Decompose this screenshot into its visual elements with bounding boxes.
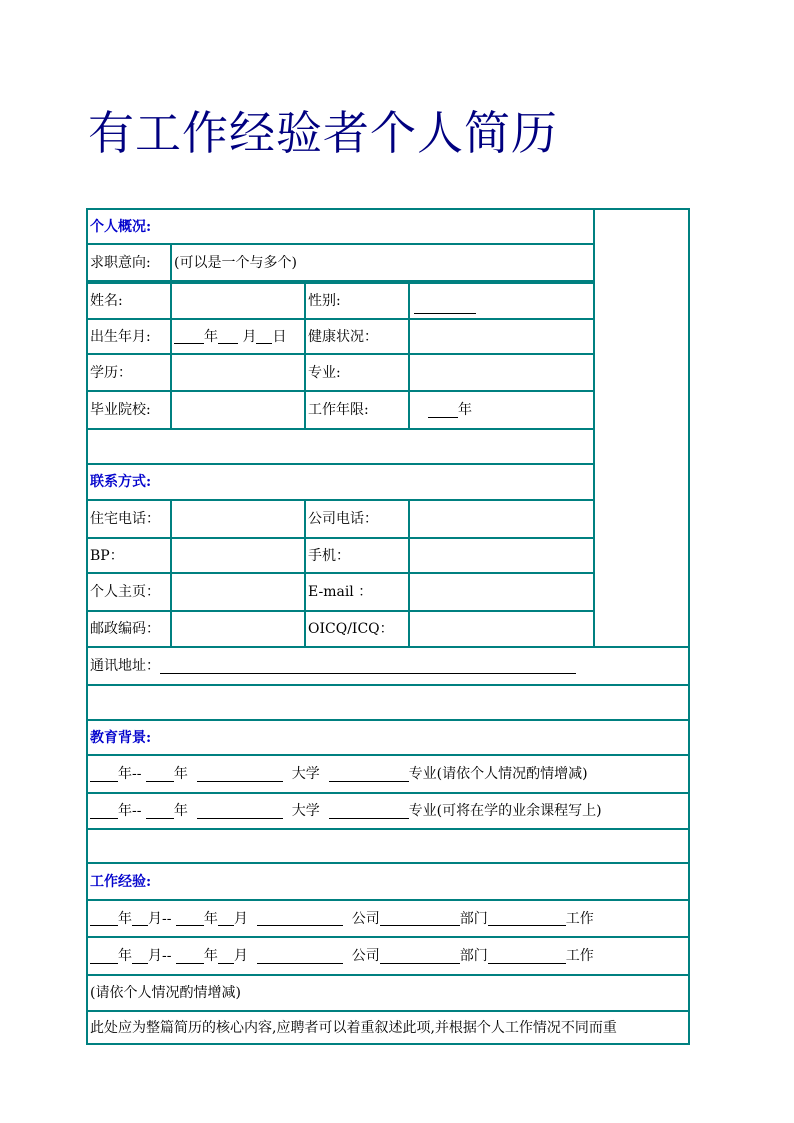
work-core-text: 此处应为整篇简历的核心内容,应聘者可以着重叙述此项,并根据个人工作情况不同而重 [90,1019,617,1036]
years-unit: 年 [458,402,472,418]
home-phone-label-cell [86,499,172,539]
work-start-month-blank [132,949,148,964]
work-dept-blank [380,911,460,926]
major-label: 专业: [308,364,341,381]
edu-major: 专业 [408,766,437,782]
health-field[interactable] [408,318,595,355]
zip-label-cell [86,610,172,648]
edu-year-unit: 年 [173,766,188,782]
blank-row [86,828,690,864]
gender-label: 性别: [308,293,341,309]
school-field[interactable] [170,390,306,430]
birth-month-unit: 月 [242,328,257,345]
work-row[interactable] [86,936,690,976]
work-year-unit: 年 [118,948,132,964]
job-intent-hint: (可以是一个与多个) [174,254,297,271]
work-job: 工作 [565,910,594,927]
blank-row [86,428,595,465]
email-label-cell [304,572,410,612]
school-label-cell [86,390,172,430]
education-row[interactable] [86,754,690,794]
zip-field[interactable] [170,610,306,648]
homepage-field[interactable] [170,572,306,612]
section-contact-label: 联系方式: [90,474,152,490]
education-row[interactable] [86,792,690,830]
edu-note: (可将在学的业余课程写上) [436,803,602,819]
email-label: E-mail ： [308,584,373,600]
gender-label-cell [304,282,410,320]
office-phone-label-cell [304,499,410,539]
years-field[interactable] [408,390,595,430]
address-row[interactable] [86,646,690,686]
edu-major-blank [329,767,409,782]
major-field[interactable] [408,353,595,392]
work-job-blank [488,911,566,926]
oicq-label-cell [304,610,410,648]
work-end-year-blank [176,949,204,964]
edu-major-blank [329,804,409,819]
section-header-personal [86,208,595,245]
birth-field[interactable] [170,318,306,355]
name-label-cell [86,282,172,320]
health-label: 健康状况： [308,328,378,345]
section-header-work [86,862,690,901]
work-job-blank [488,949,566,964]
bp-label-cell [86,537,172,574]
work-month-unit: 月 [233,948,248,964]
section-header-education [86,719,690,756]
degree-label-cell [86,353,172,392]
job-intent-label-cell [86,243,172,282]
edu-university: 大学 [291,803,320,819]
years-label: 工作年限: [308,402,369,418]
edu-year-unit: 年 [118,766,132,782]
work-company: 公司 [351,948,380,964]
zip-label: 邮政编码： [90,621,160,637]
birth-day-blank [256,329,272,344]
degree-field[interactable] [170,353,306,392]
edu-note: (请依个人情况酌情增减) [436,766,588,782]
school-label: 毕业院校: [90,402,151,418]
name-label: 姓名: [90,293,123,309]
work-start-year-blank [90,949,118,964]
email-field[interactable] [408,572,595,612]
edu-start-year-blank [90,804,118,819]
work-note: (请依个人情况酌情增减) [90,985,241,1001]
job-intent-field[interactable] [170,243,595,282]
health-label-cell [304,318,410,355]
birth-label-cell [86,318,172,355]
homepage-label: 个人主页： [90,584,160,600]
edu-major: 专业 [408,803,437,819]
office-phone-field[interactable] [408,499,595,539]
job-intent-label: 求职意向: [90,254,151,271]
blank-row [86,684,690,721]
edu-dash: -- [132,803,142,819]
birth-label: 出生年月: [90,328,151,345]
section-education-label: 教育背景: [90,729,152,746]
home-phone-label: 住宅电话： [90,511,160,527]
work-dept: 部门 [459,948,488,964]
gender-field[interactable] [408,282,595,320]
degree-label: 学历： [90,364,132,381]
work-note-row [86,974,690,1012]
major-label-cell [304,353,410,392]
work-dash: -- [162,910,172,927]
work-month-unit: 月 [233,910,248,927]
work-dept-blank [380,949,460,964]
birth-day-unit: 日 [272,328,287,345]
address-blank [160,659,576,674]
section-header-contact [86,463,595,501]
years-blank [428,403,458,418]
work-start-year-blank [90,911,118,926]
section-work-label: 工作经验: [90,873,152,890]
edu-school-blank [197,767,283,782]
section-personal-label: 个人概况: [90,218,152,235]
work-dash: -- [162,948,172,964]
name-field[interactable] [170,282,306,320]
edu-end-year-blank [146,767,174,782]
home-phone-field[interactable] [170,499,306,539]
birth-month-blank [218,329,238,344]
birth-year-blank [174,329,204,344]
work-company-blank [257,949,343,964]
birth-year-unit: 年 [204,328,218,345]
work-year-unit: 年 [203,948,218,964]
work-end-month-blank [218,911,234,926]
edu-dash: -- [132,766,142,782]
bp-label: BP： [90,547,124,564]
gender-blank [414,299,476,314]
oicq-label: OICQ/ICQ： [308,621,394,637]
address-label: 通讯地址： [90,658,160,674]
mobile-label-cell [304,537,410,574]
work-year-unit: 年 [203,910,218,927]
work-month-unit: 月 [148,910,162,927]
work-dept: 部门 [459,910,488,927]
edu-year-unit: 年 [173,803,188,819]
edu-end-year-blank [146,804,174,819]
work-company-blank [257,911,343,926]
work-start-month-blank [132,911,148,926]
work-month-unit: 月 [148,948,162,964]
office-phone-label: 公司电话： [308,511,378,527]
work-end-month-blank [218,949,234,964]
mobile-label: 手机： [308,547,350,564]
edu-year-unit: 年 [118,803,132,819]
work-row[interactable] [86,899,690,938]
edu-school-blank [197,804,283,819]
work-company: 公司 [351,910,380,927]
work-year-unit: 年 [118,910,132,927]
oicq-field[interactable] [408,610,595,648]
edu-university: 大学 [291,766,320,782]
years-label-cell [304,390,410,430]
work-job: 工作 [565,948,594,964]
right-blank-cell [593,208,690,648]
homepage-label-cell [86,572,172,612]
resume-title: 有工作经验者个人简历 [88,106,558,160]
bp-field[interactable] [170,537,306,574]
mobile-field[interactable] [408,537,595,574]
edu-start-year-blank [90,767,118,782]
work-end-year-blank [176,911,204,926]
work-core-text-row [86,1010,690,1045]
